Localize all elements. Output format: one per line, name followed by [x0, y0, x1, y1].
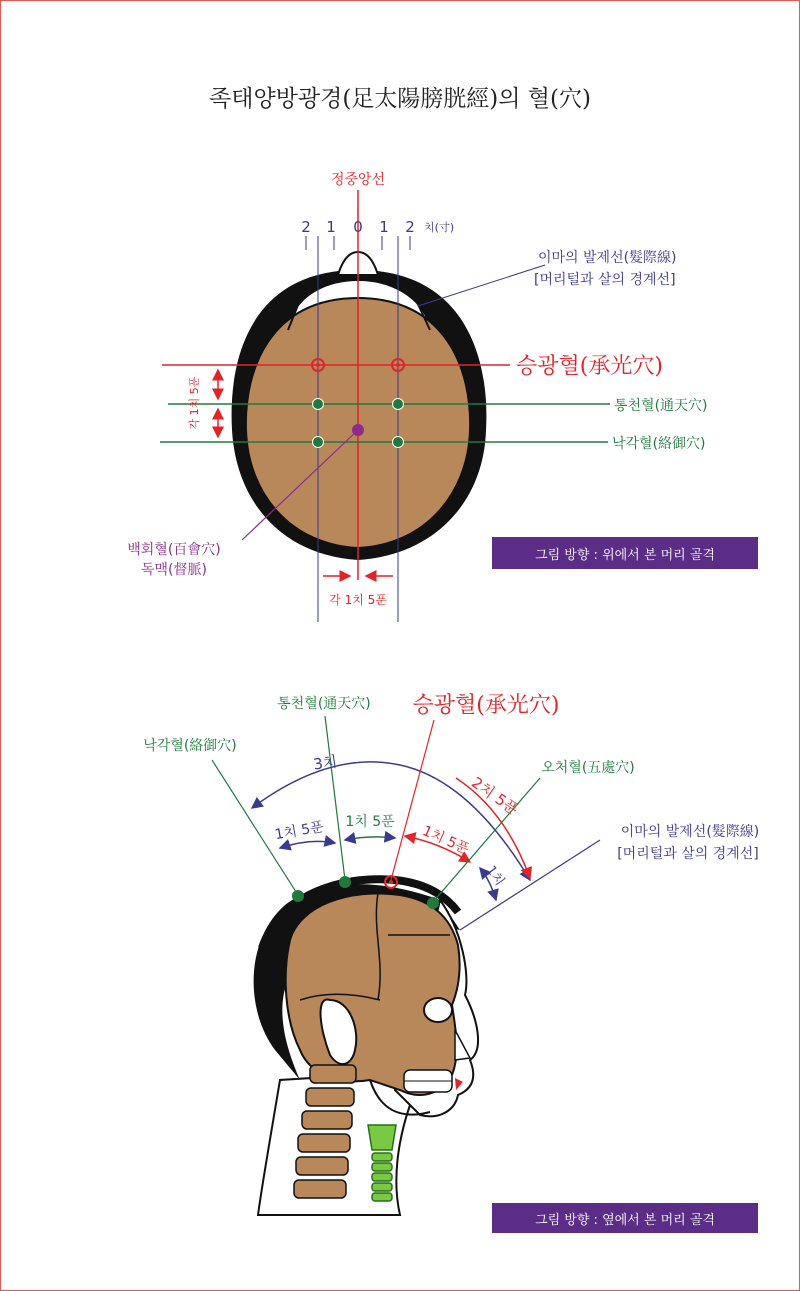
scale-tick: 1: [379, 218, 389, 236]
ocheo-label: 오처혈(五處穴): [541, 760, 635, 776]
side-seunggwang-label: 승광혈(承光穴): [412, 693, 560, 718]
side-hairline-label-1: 이마의 발제선(髮際線): [620, 824, 760, 840]
side-view-figure: [254, 879, 478, 1215]
vertical-spacing-label: 각 1치 5푼: [188, 376, 201, 430]
arc-1chi-label: 1치: [482, 863, 507, 889]
nakgak-label: 낙각혈(絡御穴): [612, 436, 706, 452]
nakgak-point-right: [393, 437, 404, 448]
arc-1chi5-label-b: 1치 5푼: [345, 814, 395, 830]
midline-label: 정중앙선: [330, 172, 386, 188]
tongcheon-point-right: [393, 399, 404, 410]
arc-2chi5-label: 2치 5푼: [468, 773, 522, 819]
scale-tick: 2: [405, 218, 415, 236]
tongcheon-label: 통천혈(通天穴): [614, 398, 708, 414]
arc-1chi5-label-c: 1치 5푼: [419, 823, 472, 858]
nakgak-side-point: [292, 890, 304, 902]
scale-unit: 치(寸): [424, 221, 455, 234]
scale-tick: 0: [353, 218, 363, 236]
nakgak-point-left: [313, 437, 324, 448]
scale-tick: 2: [301, 218, 311, 236]
side-tongcheon-label: 통천혈(通天穴): [277, 696, 371, 712]
seunggwang-label: 승광혈(承光穴): [516, 354, 663, 379]
tongcheon-point-left: [313, 399, 324, 410]
arc-3chi-label: 3치: [312, 752, 339, 774]
side-view-caption: 그림 방향 : 옆에서 본 머리 골격: [492, 1203, 758, 1233]
top-view-caption: 그림 방향 : 위에서 본 머리 골격: [492, 537, 758, 569]
baekhoe-point: [352, 424, 364, 436]
horizontal-spacing-label: 각 1치 5푼: [329, 593, 387, 607]
ocheo-side-point: [427, 897, 439, 909]
arc-1chi5-label-a: 1치 5푼: [273, 818, 325, 844]
page-title: 족태양방광경(足太陽膀胱經)의 혈(穴): [209, 86, 591, 112]
scale-tick: 1: [326, 218, 336, 236]
hairline-label-1: 이마의 발제선(髮際線): [538, 250, 677, 266]
side-hairline-label-2: [머리털과 살의 경계선]: [617, 846, 759, 862]
baekhoe-label-1: 백회혈(百會穴): [127, 542, 221, 558]
hairline-label-2: [머리털과 살의 경계선]: [534, 272, 676, 288]
baekhoe-label-2: 독맥(督脈): [141, 562, 207, 578]
tongcheon-side-point: [339, 876, 351, 888]
side-nakgak-label: 낙각혈(絡御穴): [143, 738, 237, 754]
